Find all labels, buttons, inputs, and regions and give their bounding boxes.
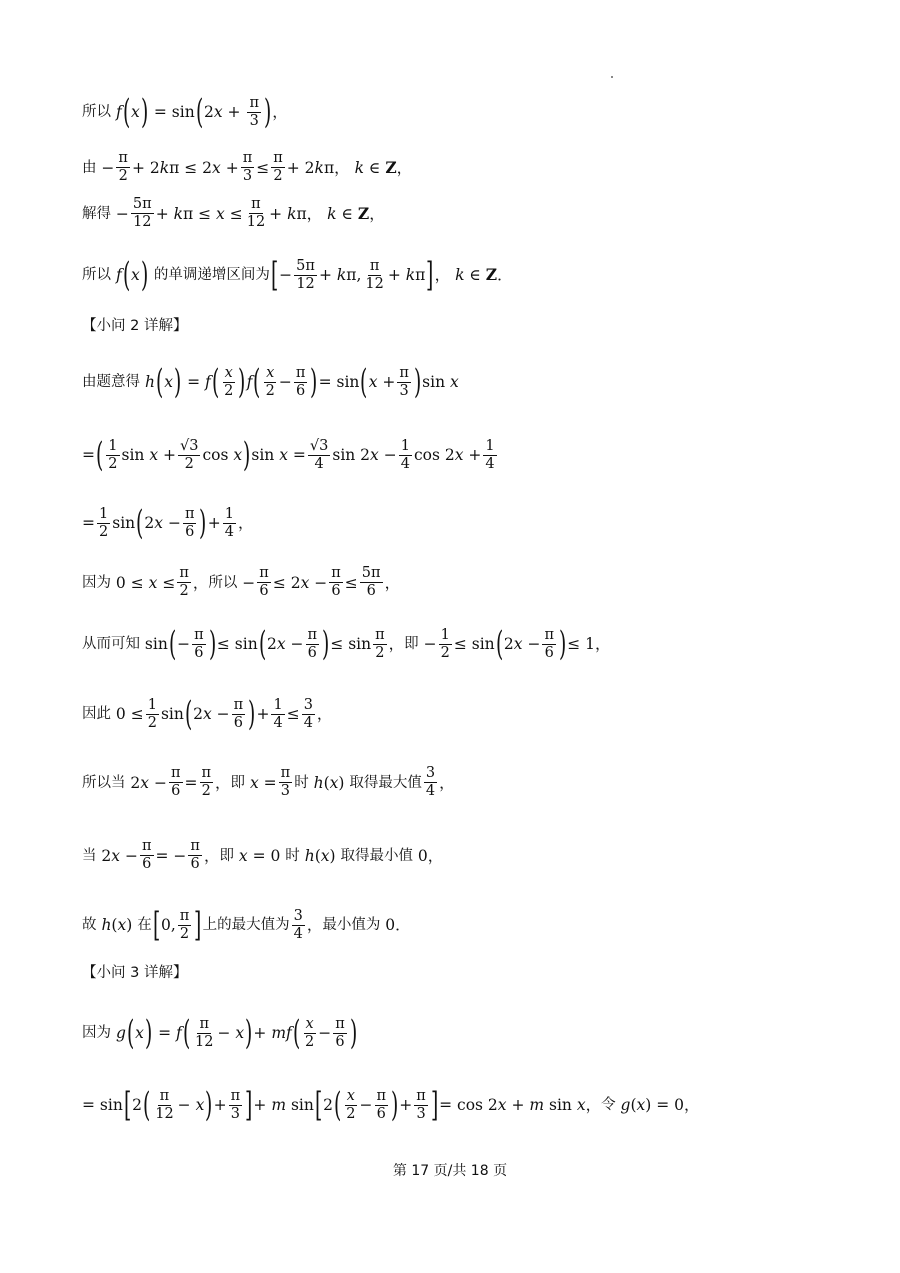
stray-mark [611, 76, 613, 78]
line-5: 由题意得 h ( x ) = f ( $\frac{x}{2}$ ) f ( $\frac{x}{2}$ − $\frac{\pi}{6}$ ) = sin ( x + $\frac{\pi}{3}$ ) sin x [82, 362, 459, 402]
page-footer: 第 17 页/共 18 页 [392, 1163, 508, 1179]
line-6: = ( $\frac{1}{2}$ sin x + $\frac{√3}{2}$ cos x ) sin x = $\frac{√3}{4}$ sin 2 x − $\frac{1}{4}$ cos 2 x + $\frac{1}{4}$ [82, 435, 495, 475]
line-11: 所以当 2 x − $\frac{\pi}{6}$ = $\frac{\pi}{2}$ ， 即 x = $\frac{\pi}{3}$ 时 h ( x ) 取得最大值 $\frac{3}{4}$ ， [82, 765, 455, 799]
section-heading-2: 【小问 2 详解】 [82, 318, 188, 334]
line-3: 解得 − $\frac{5\pi}{12}$ + k π ≤ x ≤ $\frac{\pi}{12}$ + k π， k ∈ Z ， [82, 196, 385, 230]
line-9: 从而可知 sin ( − $\frac{\pi}{6}$ ) ≤ sin ( 2 x − $\frac{\pi}{6}$ ) ≤ sin $\frac{\pi}{2}$ ， 即 − $\frac{1}{2}$ ≤ sin ( 2 x − $\frac{\pi}{6}$ ) ≤ 1， [82, 624, 611, 664]
line-15: = sin [ 2 ( $\frac{\pi}{12}$ − x ) + $\frac{\pi}{3}$ ] + m sin [ 2 ( $\frac{x}{2}$ − $\frac{\pi}{6}$ ) + $\frac{\pi}{3}$ ] = cos 2 x + m sin x ， 令 g ( x ) = 0， [82, 1085, 700, 1125]
line-14: 因为 g ( x ) = f ( $\frac{\pi}{12}$ − x ) + mf ( $\frac{x}{2}$ − $\frac{\pi}{6}$ ) [82, 1013, 358, 1053]
line-10: 因此 0 ≤ $\frac{1}{2}$ sin ( 2 x − $\frac{\pi}{6}$ ) + $\frac{1}{4}$ ≤ $\frac{3}{4}$ ， [82, 694, 333, 734]
line-13: 故 h ( x ) 在 [ 0, $\frac{\pi}{2}$ ] 上的最大值为 $\frac{3}{4}$ ， 最小值为 0． [82, 905, 411, 945]
section-heading-3: 【小问 3 详解】 [82, 965, 188, 981]
line-8: 因为 0 ≤ x ≤ $\frac{\pi}{2}$ ， 所以 − $\frac{\pi}{6}$ ≤ 2 x − $\frac{\pi}{6}$ ≤ $\frac{5\pi}{6}$ ， [82, 565, 401, 599]
line-2: 由 − $\frac{\pi}{2}$ + 2 k π ≤ 2 x + $\frac{\pi}{3}$ ≤ $\frac{\pi}{2}$ + 2 k π， k ∈ Z ， [82, 150, 413, 184]
line-1: 所以 f ( x ) = sin ( 2 x + $\frac{\pi}{3}$ ) ， [82, 92, 288, 132]
line-7: = $\frac{1}{2}$ sin ( 2 x − $\frac{\pi}{6}$ ) + $\frac{1}{4}$ ， [82, 503, 254, 543]
line-4: 所以 f ( x ) 的单调递增区间为 [ − $\frac{5\pi}{12}$ + k π, $\frac{\pi}{12}$ + k π ] ， k ∈ Z ． [82, 255, 513, 295]
line-12: 当 2 x − $\frac{\pi}{6}$ = − $\frac{\pi}{6}$ ， 即 x = 0 时 h ( x ) 取得最小值 0， [82, 838, 444, 872]
